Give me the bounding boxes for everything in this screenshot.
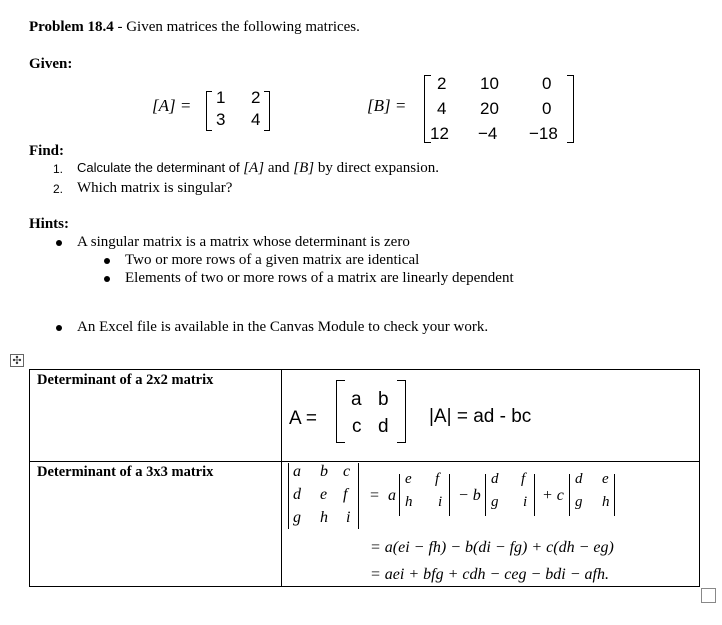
table-resize-handle[interactable] (701, 588, 716, 603)
find-item-1-text-a: Calculate the determinant of (77, 160, 244, 175)
find-label: Find: (29, 143, 65, 159)
minor3-cell: e (602, 471, 609, 487)
row-2x2-label: Determinant of a 2x2 matrix (37, 372, 214, 388)
term2-coef: − b (458, 487, 481, 504)
bullet-icon (56, 325, 62, 331)
det-3x3-cell: c (343, 463, 351, 480)
find-item-1 (77, 160, 439, 177)
matrix-2x2-cell: a (351, 389, 362, 410)
det-3x3-cell: i (346, 509, 351, 526)
det-3x3-cell: g (293, 509, 301, 526)
minor1-cell: h (405, 494, 413, 510)
minor2-right-bar (534, 474, 535, 516)
bullet-icon (104, 276, 110, 282)
minor3-cell: h (602, 494, 610, 510)
matrix-b-cell: 12 (430, 124, 449, 143)
find-item-number: 1. (53, 162, 64, 176)
matrix-a-left-bracket (206, 91, 212, 131)
matrix-b-cell: 2 (437, 74, 447, 93)
find-item-number: 2. (53, 182, 64, 196)
term1-coef: a (388, 487, 396, 504)
expansion-line-3: = aei + bfg + cdh − ceg − bdi − afh. (370, 566, 609, 583)
find-item-1-and: and (264, 160, 294, 176)
table-move-handle-icon[interactable]: ✣ (10, 354, 24, 367)
minor1-cell: f (435, 471, 440, 487)
matrix-a-name: [A] = (152, 96, 192, 115)
minor3-right-bar (614, 474, 615, 516)
matrix-a-right-bracket (264, 91, 270, 131)
expansion-line-2: = a(ei − fh) − b(di − fg) + c(dh − eg) (370, 539, 614, 556)
matrix-2x2-left-bracket (336, 380, 345, 443)
row-2x2-rhs: |A| = ad - bc (429, 406, 532, 427)
matrix-2x2-cell: b (378, 389, 389, 410)
bullet-icon (104, 258, 110, 264)
bullet-icon (56, 240, 62, 246)
det-3x3-cell: a (293, 463, 301, 480)
matrix-a-cell: 3 (216, 110, 226, 129)
problem-text: - Given matrices the following matrices. (113, 19, 360, 35)
hint-main: A singular matrix is a matrix whose determinant is zero (77, 234, 410, 250)
minor2-cell: i (523, 494, 528, 510)
matrix-b-cell: 0 (542, 74, 552, 93)
find-item-1-matrix-a: [A] (243, 160, 265, 176)
matrix-a-cell: 1 (216, 88, 226, 107)
minor2-cell: g (491, 494, 499, 510)
det-3x3-cell: e (320, 486, 328, 503)
hint-sub-1: Two or more rows of a given matrix are identical (125, 252, 420, 268)
matrix-a-cell: 4 (251, 110, 261, 129)
matrix-b-name: [B] = (367, 96, 407, 115)
det-3x3-cell: f (343, 486, 348, 503)
hint-sub-2: Elements of two or more rows of a matrix are linearly dependent (125, 270, 514, 286)
find-item-1-text-b: by direct expansion. (314, 160, 440, 176)
find-item-2: Which matrix is singular? (77, 180, 233, 196)
matrix-b-cell: 10 (480, 74, 499, 93)
table-row-divider (30, 461, 699, 462)
hints-label: Hints: (29, 216, 70, 232)
problem-label: Problem 18.4 (29, 19, 114, 35)
det-3x3-cell: h (320, 509, 328, 526)
minor3-left-bar (569, 474, 570, 516)
matrix-b-cell: 4 (437, 99, 447, 118)
minor1-left-bar (399, 474, 400, 516)
minor2-cell: f (521, 471, 526, 487)
minor3-cell: d (575, 471, 583, 487)
minor1-cell: i (438, 494, 443, 510)
det-3x3-cell: d (293, 486, 301, 503)
minor1-right-bar (449, 474, 450, 516)
matrix-b-cell: 0 (542, 99, 552, 118)
matrix-2x2-right-bracket (397, 380, 406, 443)
matrix-b-cell: 20 (480, 99, 499, 118)
matrix-a-cell: 2 (251, 88, 261, 107)
hint-excel: An Excel file is available in the Canvas Module to check your work. (77, 319, 489, 335)
minor1-cell: e (405, 471, 412, 487)
table-column-divider (281, 370, 282, 586)
row-2x2-lhs: A = (289, 408, 317, 429)
det-3x3-cell: b (320, 463, 328, 480)
matrix-2x2-cell: c (352, 416, 362, 437)
given-label: Given: (29, 56, 73, 72)
minor2-left-bar (485, 474, 486, 516)
term3-coef: + c (542, 487, 564, 504)
matrix-b-cell: −4 (478, 124, 498, 143)
minor2-cell: d (491, 471, 499, 487)
row-3x3-label: Determinant of a 3x3 matrix (37, 464, 214, 480)
matrix-b-right-bracket (567, 75, 574, 143)
problem-heading (29, 19, 360, 36)
determinant-table (29, 369, 700, 587)
det-3x3-right-bar (358, 463, 359, 529)
matrix-2x2-cell: d (378, 416, 389, 437)
find-item-1-matrix-b: [B] (293, 160, 315, 176)
matrix-b-cell: −18 (529, 124, 558, 143)
det-3x3-equals: = (370, 487, 380, 504)
minor3-cell: g (575, 494, 583, 510)
det-3x3-left-bar (288, 463, 289, 529)
